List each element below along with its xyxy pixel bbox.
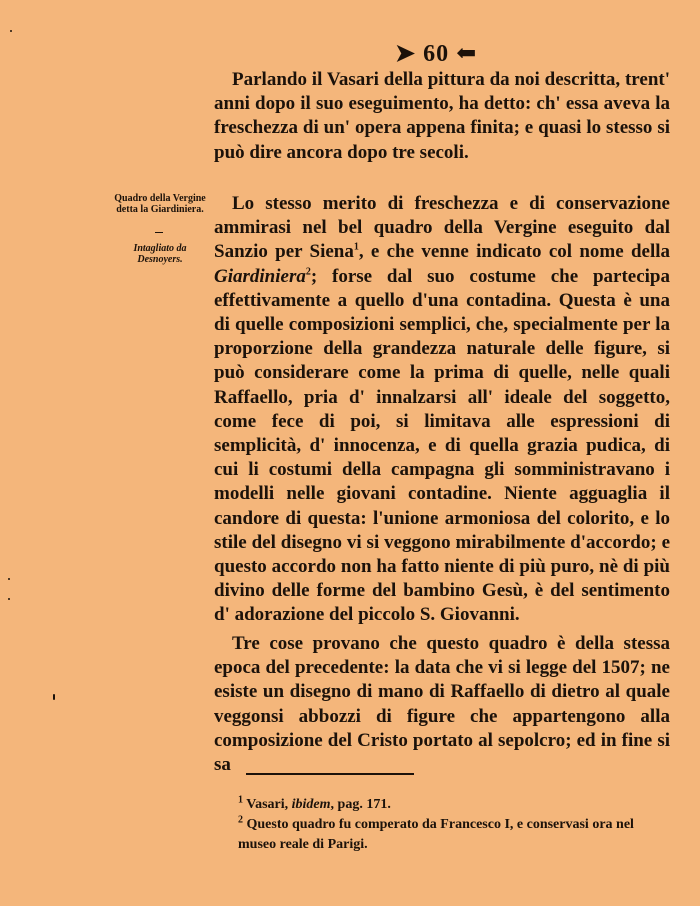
paragraph-2 bbox=[214, 192, 670, 628]
paragraph-3-text: Tre cose provano che questo quadro è della stessa epoca del precedente: la data che vi si legge del 1507; ne esiste un disegno di mano di Raffaello di dietro al quale veggonsi abbozzi di figure che appartengono alla composizione del Cristo portato al sepolcro; ed in fine si sa bbox=[214, 633, 670, 776]
giardiniera-title: Giardiniera bbox=[214, 265, 306, 287]
footnote-1-number: 1 bbox=[238, 794, 243, 806]
ink-speck bbox=[8, 578, 10, 580]
ink-speck bbox=[53, 694, 55, 700]
footnote-2 bbox=[238, 815, 670, 855]
margin-note-title: Quadro della Vergine detta la Giardiniera. bbox=[114, 193, 206, 215]
footnote-2-text: Questo quadro fu comperato da Francesco I, e conservasi ora nel museo reale di Parigi. bbox=[238, 817, 634, 852]
footnote-1-text-b: , pag. 171. bbox=[330, 797, 391, 812]
footnote-1 bbox=[238, 795, 694, 815]
ink-speck bbox=[8, 598, 10, 600]
page-number: ➤ 60 ⬅ bbox=[395, 41, 478, 67]
ink-speck bbox=[10, 30, 12, 32]
paragraph-1-text: Parlando il Vasari della pittura da noi descritta, trent' anni dopo il suo eseguimento, ha detto: ch' essa aveva la freschezza di un' opera appena finita; e quasi lo stesso si può dire ancora dopo tre secoli. bbox=[214, 69, 670, 163]
paragraph-2-part-a: Lo stesso merito di freschezza e di conservazione ammirasi nel bel quadro della Vergine eseguito dal Sanzio per Siena bbox=[214, 193, 670, 263]
footnote-separator bbox=[246, 773, 414, 775]
paragraph-1 bbox=[214, 68, 670, 165]
paragraph-2-part-b: , e che venne indicato col nome della bbox=[358, 241, 671, 263]
footnote-ref-1[interactable]: 1 bbox=[353, 242, 359, 254]
paragraph-2-part-c: ; forse dal suo costume che partecipa effettivamente a quello d'una contadina. Questa è una di quelle composizioni semplici, che, specialmente per la proporzione della grandezza naturale delle figure, si può considerare come la prima di quelle, nelle quali Raffaello, pria d' innalzarsi all' ideale del soggetto, come fece di poi, si limitava alle espressioni di semplicità, d' innocenza, e di quella grazia pudica, di cui li costumi della campagna gli somministravano i modelli nelle giovani contadine. Niente agguaglia il candore di questa: l'unione armoniosa del colorito, e lo stile del disegno vi si veggono mirabilmente d'accordo; e questo accordo non ha fatto niente di più puro, nè di più divino delle forme del bambino Gesù, è del sentimento d' adorazione del piccolo S. Giovanni. bbox=[214, 265, 670, 626]
footnote-2-number: 2 bbox=[238, 814, 243, 826]
footnote-ref-2[interactable]: 2 bbox=[305, 266, 311, 278]
page-number-value: 60 bbox=[423, 41, 450, 67]
paragraph-3 bbox=[214, 632, 670, 777]
footnote-1-text-a: Vasari, bbox=[246, 797, 292, 812]
footnote-1-ibidem: ibidem bbox=[291, 797, 331, 812]
margin-note-engraver: Intagliato da Desnoyers. bbox=[133, 243, 187, 265]
margin-note-divider bbox=[155, 232, 163, 233]
